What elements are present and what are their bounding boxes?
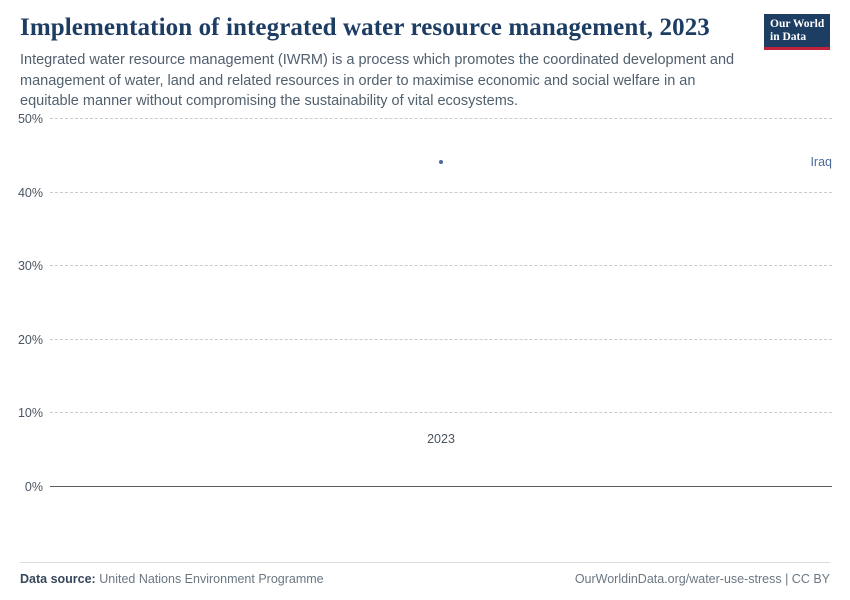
gridline [17, 332, 832, 347]
x-axis-tick-label: 2023 [427, 432, 455, 446]
chart-area [0, 108, 850, 548]
page-title: Implementation of integrated water resource management, 2023 [20, 14, 710, 41]
data-point[interactable] [439, 160, 443, 164]
our-world-in-data-logo[interactable] [764, 14, 830, 50]
logo-line-2: in Data [770, 31, 807, 44]
y-axis-tick-label: 20% [17, 332, 43, 347]
y-axis-tick-label: 30% [17, 259, 43, 274]
y-axis-tick-label: 40% [17, 185, 43, 200]
gridline [17, 406, 832, 421]
footer-attribution: OurWorldinData.org/water-use-stress | CC BY [574, 572, 830, 586]
data-source-value: United Nations Environment Programme [99, 572, 324, 586]
gridline [24, 480, 832, 494]
gridline [17, 112, 832, 126]
data-source-label: Data source: [20, 572, 96, 586]
plot-region [17, 112, 832, 494]
gridline [17, 185, 832, 200]
chart-footer [20, 562, 830, 586]
series-label-iraq[interactable]: Iraq [810, 155, 832, 170]
logo-line-1: Our World [770, 18, 825, 30]
chart-header [20, 14, 830, 112]
y-axis-tick-label: 0% [24, 480, 43, 494]
data-source [20, 572, 324, 586]
gridline [17, 259, 832, 274]
y-axis-tick-label: 50% [17, 112, 43, 126]
y-axis-tick-label: 10% [17, 406, 43, 421]
chart-subtitle: Integrated water resource management (IWRM) is a process which promotes the coordinated development and management of water, land and related resources in order to maximise economic and social welfare in an equitable manner without compromising the sustainability of vital ecosystems. [20, 52, 735, 110]
